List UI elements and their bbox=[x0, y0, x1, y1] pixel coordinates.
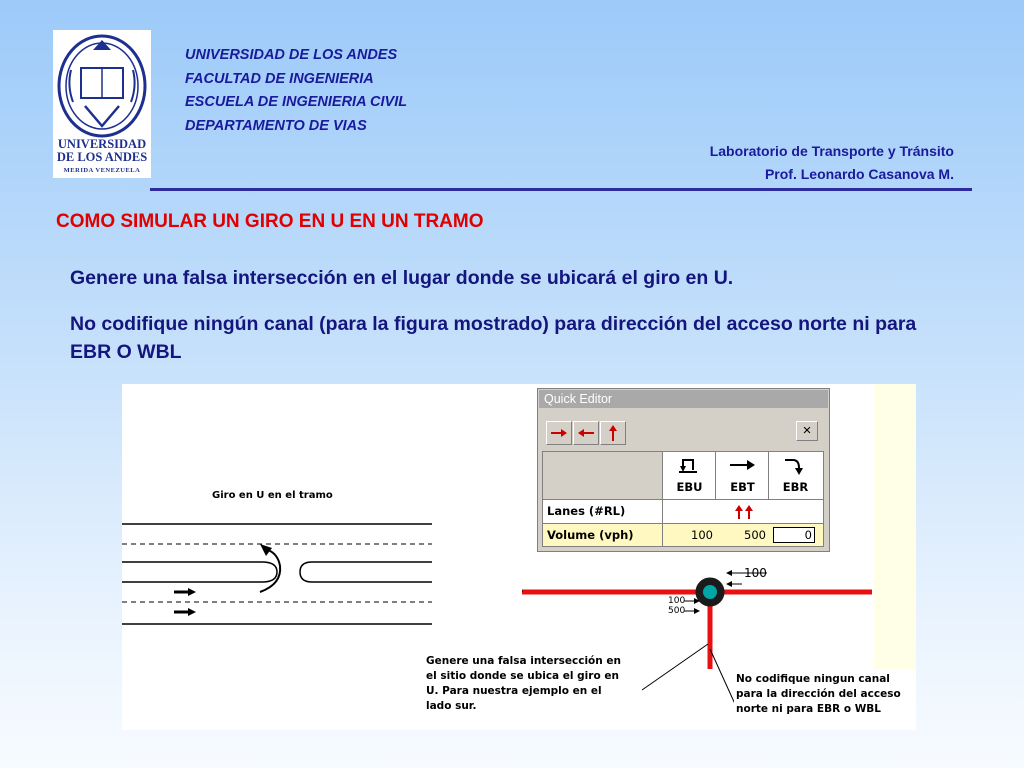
grid-header-row bbox=[663, 452, 823, 500]
caption-no-lanes: No codifique ningun canal para la dirección del acceso norte ni para EBR o WBL bbox=[734, 670, 916, 730]
university-name: UNIVERSIDAD DE LOS ANDES bbox=[185, 47, 398, 63]
caption-false-intersection: Genere una falsa intersección en el sitio donde se ubica el giro en U. Para nuestra ejemplo en el lado sur. bbox=[424, 652, 632, 718]
lanes-row[interactable] bbox=[663, 500, 823, 524]
arrow-right-button[interactable] bbox=[546, 421, 572, 445]
arrow-up-button[interactable] bbox=[600, 421, 626, 445]
logo-line-3: MERIDA VENEZUELA bbox=[63, 167, 141, 174]
arrow-left-icon bbox=[577, 427, 595, 439]
logo-line-2: DE LOS ANDES bbox=[56, 150, 148, 164]
quick-editor-window bbox=[537, 388, 830, 552]
volume-label-500: 500 bbox=[668, 606, 686, 616]
volume-ebu-value[interactable]: 100 bbox=[691, 528, 713, 542]
illustration-panel bbox=[122, 384, 916, 730]
close-button[interactable]: × bbox=[796, 421, 818, 441]
volume-ebt-value[interactable]: 500 bbox=[744, 528, 766, 542]
institution-header bbox=[185, 44, 407, 138]
school-name: ESCUELA DE INGENIERIA CIVIL bbox=[185, 94, 408, 110]
logo-line-1: UNIVERSIDAD bbox=[57, 137, 147, 151]
volume-row bbox=[663, 524, 823, 546]
column-ebr-label: EBR bbox=[782, 480, 809, 494]
lab-name: Laboratorio de Transporte y Tránsito bbox=[709, 143, 954, 159]
department-name: DEPARTAMENTO DE VIAS bbox=[185, 117, 367, 134]
grid-corner bbox=[543, 452, 663, 500]
volume-label-100-right: 100 bbox=[744, 566, 767, 580]
slide-title: COMO SIMULAR UN GIRO EN U EN UN TRAMO bbox=[56, 211, 484, 232]
through-arrow-icon bbox=[174, 588, 196, 596]
volume-ebr-input[interactable]: 0 bbox=[773, 527, 815, 543]
column-ebt[interactable] bbox=[716, 452, 769, 499]
arrow-right-icon bbox=[550, 427, 568, 439]
arrow-up-icon bbox=[607, 424, 619, 442]
column-ebu-label: EBU bbox=[676, 480, 703, 494]
paragraph-1: Genere una falsa intersección en el lugar donde se ubicará el giro en U. bbox=[70, 267, 734, 289]
uturn-road-diagram bbox=[122, 504, 434, 634]
through-icon bbox=[728, 458, 756, 472]
through-arrow-icon bbox=[174, 608, 196, 616]
volume-label-100-left: 100 bbox=[668, 596, 686, 606]
quick-editor-title: Quick Editor bbox=[539, 390, 828, 408]
professor-name: Prof. Leonardo Casanova M. bbox=[764, 166, 954, 182]
lanes-row-label: Lanes (#RL) bbox=[543, 500, 663, 524]
column-ebu[interactable] bbox=[663, 452, 716, 499]
header-divider bbox=[150, 188, 972, 191]
logo-text bbox=[53, 138, 151, 177]
lab-info bbox=[710, 140, 954, 186]
uturn-diagram-label: Giro en U en el tramo bbox=[212, 490, 333, 501]
editor-grid bbox=[542, 451, 824, 547]
arrow-left-button[interactable] bbox=[573, 421, 599, 445]
column-ebr[interactable] bbox=[769, 452, 822, 499]
paragraph-2: No codifique ningún canal (para la figura mostrado) para dirección del acceso norte ni para EBR O WBL bbox=[70, 313, 917, 363]
right-turn-icon bbox=[783, 456, 807, 476]
two-lanes-icon bbox=[733, 504, 755, 520]
column-ebt-label: EBT bbox=[730, 480, 755, 494]
volume-row-label: Volume (vph) bbox=[543, 524, 663, 546]
university-logo bbox=[53, 30, 151, 178]
u-turn-icon bbox=[677, 456, 699, 474]
faculty-name: FACULTAD DE INGENIERIA bbox=[185, 70, 374, 87]
